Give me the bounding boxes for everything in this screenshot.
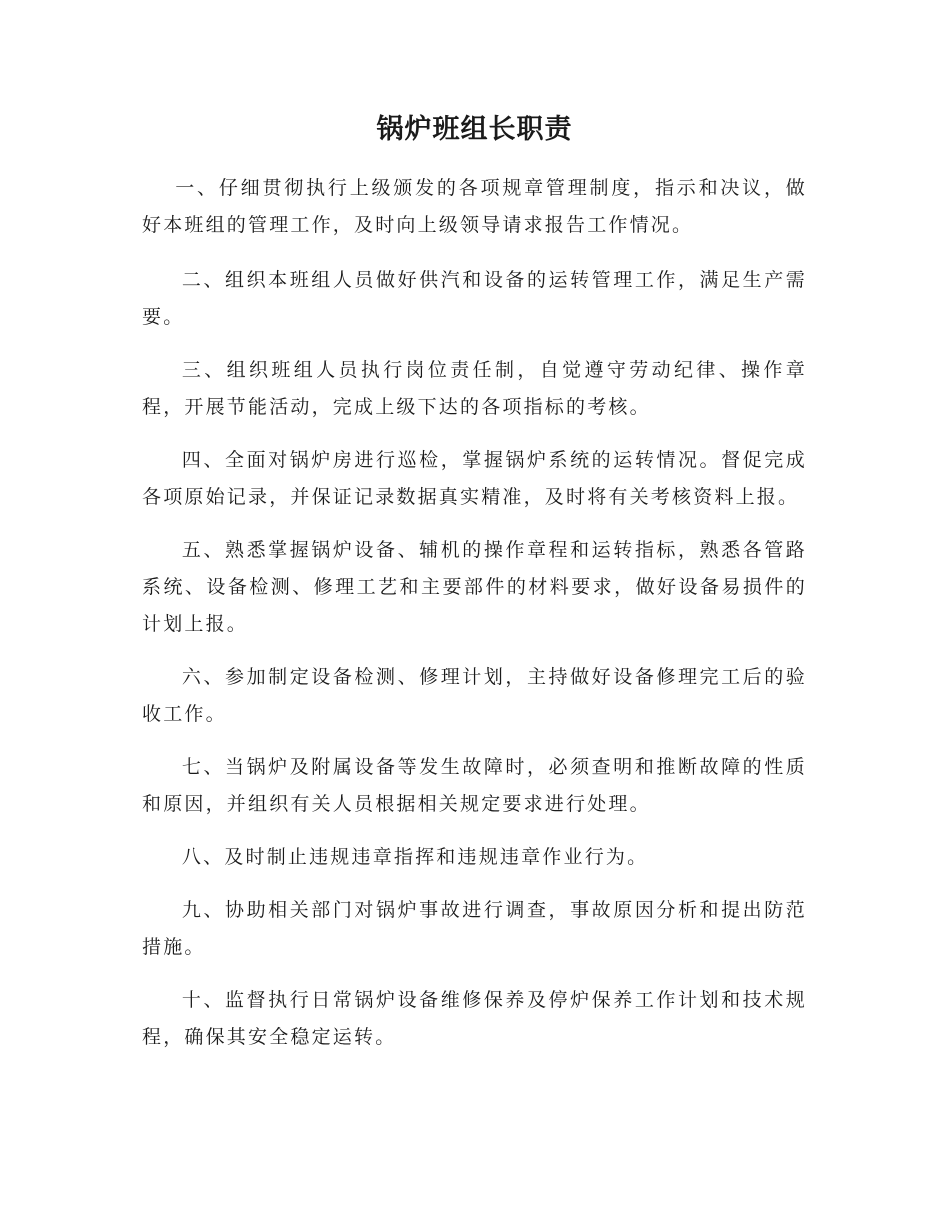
duty-paragraph-7: 七、当锅炉及附属设备等发生故障时，必须查明和推断故障的性质和原因，并组织有关人员根据相关规定要求进行处理。 bbox=[142, 756, 807, 815]
duty-paragraph-6: 六、参加制定设备检测、修理计划，主持做好设备修理完工后的验收工作。 bbox=[142, 666, 807, 725]
duty-paragraph-10: 十、监督执行日常锅炉设备维修保养及停炉保养工作计划和技术规程，确保其安全稳定运转。 bbox=[142, 989, 807, 1048]
duty-paragraph-4: 四、全面对锅炉房进行巡检，掌握锅炉系统的运转情况。督促完成各项原始记录，并保证记录数据真实精准，及时将有关考核资料上报。 bbox=[142, 449, 807, 508]
duty-paragraph-1: 一、仔细贯彻执行上级颁发的各项规章管理制度，指示和决议，做好本班组的管理工作，及时向上级领导请求报告工作情况。 bbox=[142, 177, 807, 236]
duty-paragraph-5: 五、熟悉掌握锅炉设备、辅机的操作章程和运转指标，熟悉各管路系统、设备检测、修理工艺和主要部件的材料要求，做好设备易损件的计划上报。 bbox=[142, 539, 807, 635]
duty-paragraph-8: 八、及时制止违规违章指挥和违规违章作业行为。 bbox=[181, 846, 649, 868]
document-title: 锅炉班组长职责 bbox=[376, 114, 573, 145]
duty-paragraph-3: 三、组织班组人员执行岗位责任制，自觉遵守劳动纪律、操作章程，开展节能活动，完成上级下达的各项指标的考核。 bbox=[142, 359, 807, 418]
duty-paragraph-2: 二、组织本班组人员做好供汽和设备的运转管理工作，满足生产需要。 bbox=[142, 269, 807, 328]
duty-paragraph-9: 九、协助相关部门对锅炉事故进行调查，事故原因分析和提出防范措施。 bbox=[142, 899, 807, 958]
document-page bbox=[142, 110, 807, 1072]
